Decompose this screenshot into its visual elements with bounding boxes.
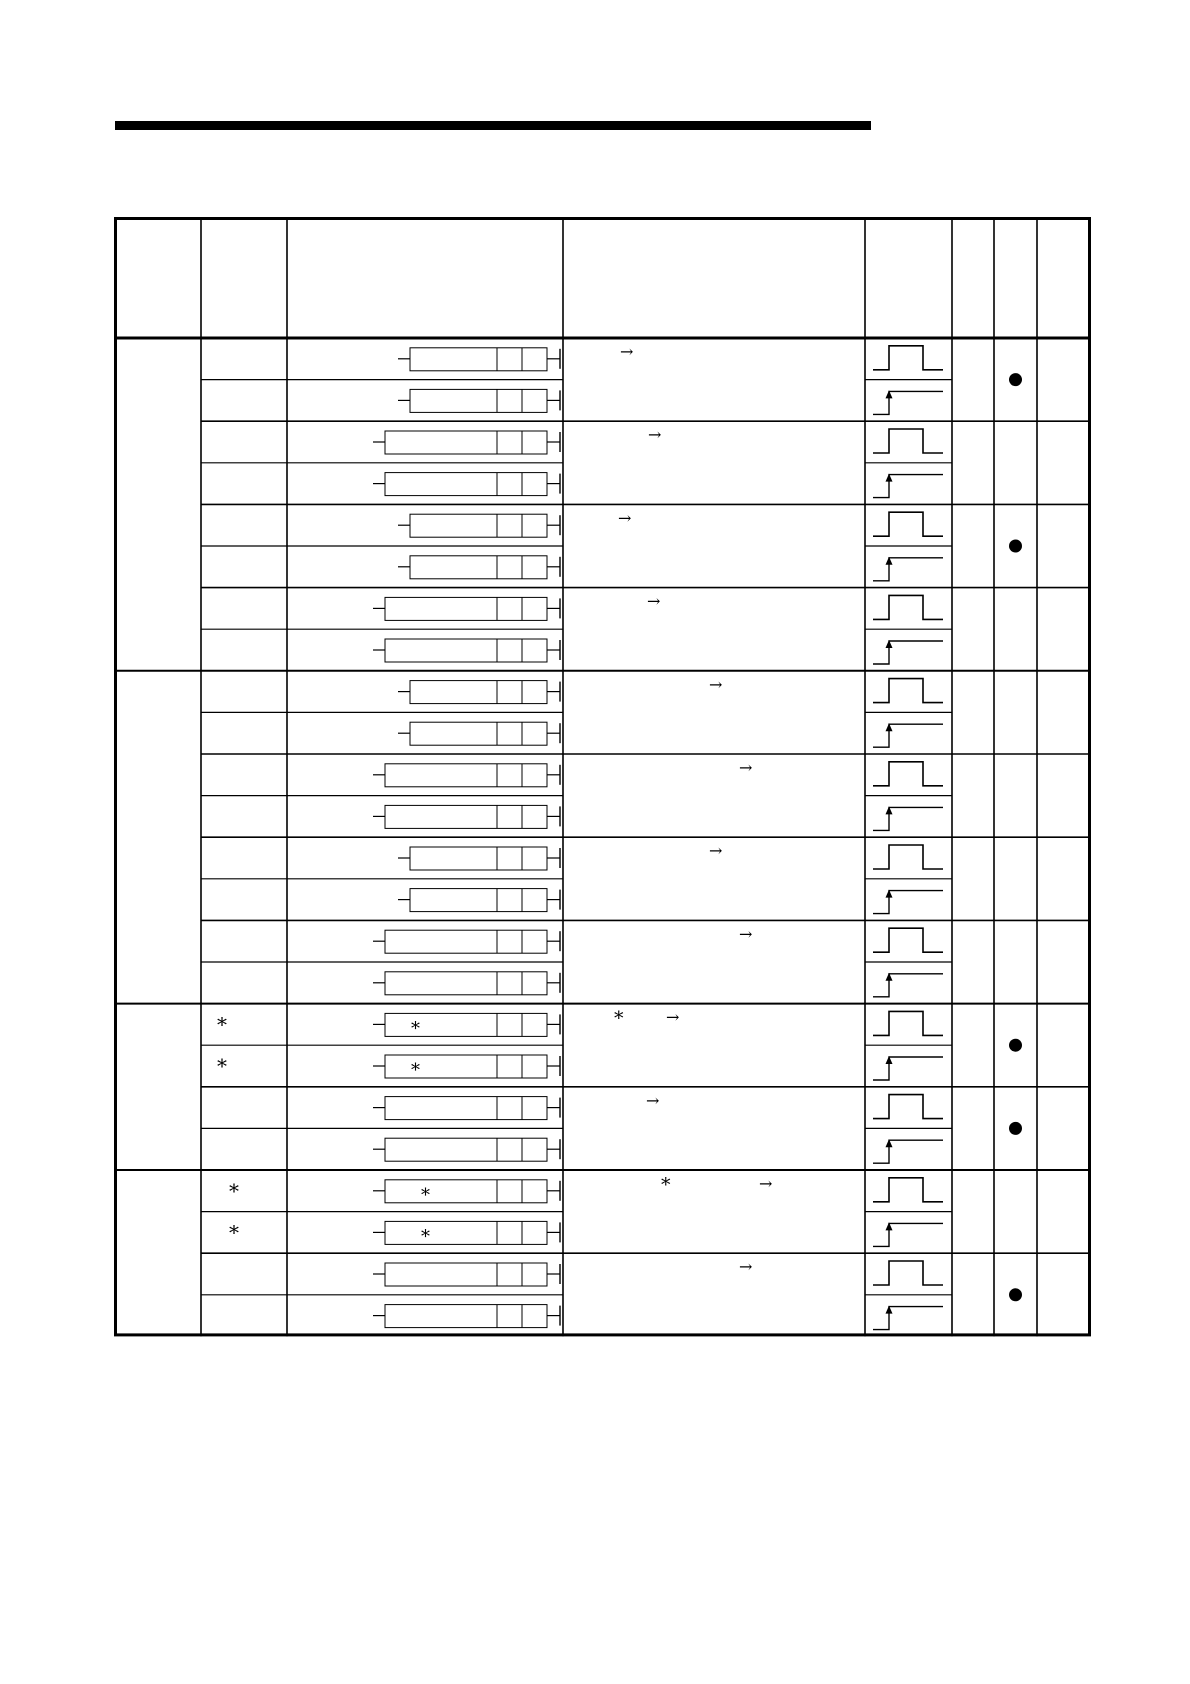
pulse-on-icon — [873, 1011, 943, 1035]
instruction-asterisk: * — [229, 1178, 239, 1203]
instruction-asterisk: * — [217, 1054, 227, 1078]
pulse-on-icon — [873, 595, 943, 619]
instruction-box — [385, 930, 547, 953]
rising-edge-icon — [873, 891, 943, 914]
instruction-table-grid — [114, 217, 1096, 1337]
rising-edge-icon — [873, 391, 943, 414]
instruction-box — [410, 847, 547, 870]
pulse-on-icon — [873, 928, 943, 952]
rising-edge-icon — [873, 974, 943, 997]
pulse-on-icon — [873, 1178, 943, 1202]
instruction-box — [410, 389, 547, 412]
processing-arrow: → — [647, 591, 661, 611]
rising-edge-icon — [873, 641, 943, 664]
rising-edge-icon — [873, 1223, 943, 1246]
header-rule — [115, 121, 871, 130]
instruction-box — [410, 722, 547, 745]
pulse-on-icon — [873, 429, 943, 453]
instruction-box — [385, 1138, 547, 1161]
instruction-box — [410, 514, 547, 537]
symbol-asterisk: * — [411, 1018, 420, 1040]
subset-bullet-icon — [1009, 540, 1022, 553]
rising-edge-icon — [873, 1057, 943, 1080]
processing-arrow: → — [620, 342, 634, 361]
instruction-box — [385, 805, 547, 828]
rising-edge-icon — [873, 1307, 943, 1330]
instruction-box — [410, 556, 547, 579]
pulse-on-icon — [873, 1261, 943, 1285]
instruction-asterisk: * — [229, 1220, 239, 1245]
processing-arrow: → — [666, 1007, 680, 1027]
subset-bullet-icon — [1009, 1288, 1022, 1301]
processing-asterisk: * — [661, 1174, 671, 1196]
processing-arrow: → — [739, 758, 753, 777]
symbol-asterisk: * — [421, 1226, 430, 1248]
instruction-box — [385, 972, 547, 995]
symbol-asterisk: * — [411, 1060, 420, 1081]
pulse-on-icon — [873, 845, 943, 869]
instruction-box — [385, 1221, 547, 1244]
processing-asterisk: * — [614, 1007, 624, 1030]
instruction-box — [385, 1055, 547, 1078]
processing-arrow: → — [648, 425, 662, 445]
symbol-asterisk: * — [421, 1184, 430, 1206]
instruction-box — [385, 764, 547, 787]
instruction-box — [385, 473, 547, 496]
rising-edge-icon — [873, 475, 943, 498]
subset-bullet-icon — [1009, 373, 1022, 386]
processing-arrow: → — [646, 1090, 660, 1110]
processing-arrow: → — [618, 508, 632, 528]
pulse-on-icon — [873, 346, 943, 370]
instruction-box — [410, 889, 547, 912]
rising-edge-icon — [873, 1140, 943, 1163]
processing-arrow: → — [759, 1174, 773, 1193]
instruction-asterisk: * — [217, 1012, 227, 1037]
instruction-box — [385, 639, 547, 662]
subset-bullet-icon — [1009, 1122, 1022, 1135]
pulse-on-icon — [873, 762, 943, 786]
processing-arrow: → — [709, 841, 723, 861]
instruction-box — [385, 1263, 547, 1286]
pulse-on-icon — [873, 1095, 943, 1119]
instruction-box — [410, 681, 547, 704]
table-frame — [116, 219, 1090, 1335]
pulse-on-icon — [873, 512, 943, 536]
subset-bullet-icon — [1009, 1039, 1022, 1052]
instruction-box — [385, 597, 547, 620]
rising-edge-icon — [873, 807, 943, 830]
instruction-box — [385, 1013, 547, 1036]
processing-arrow: → — [709, 674, 723, 694]
instruction-table — [114, 217, 1096, 1337]
instruction-box — [385, 1097, 547, 1120]
instruction-box — [410, 348, 547, 371]
rising-edge-icon — [873, 558, 943, 581]
rising-edge-icon — [873, 724, 943, 747]
pulse-on-icon — [873, 679, 943, 703]
instruction-box — [385, 1180, 547, 1203]
instruction-box — [385, 1305, 547, 1328]
processing-arrow: → — [739, 1257, 753, 1277]
instruction-box — [385, 431, 547, 454]
processing-arrow: → — [739, 924, 753, 944]
